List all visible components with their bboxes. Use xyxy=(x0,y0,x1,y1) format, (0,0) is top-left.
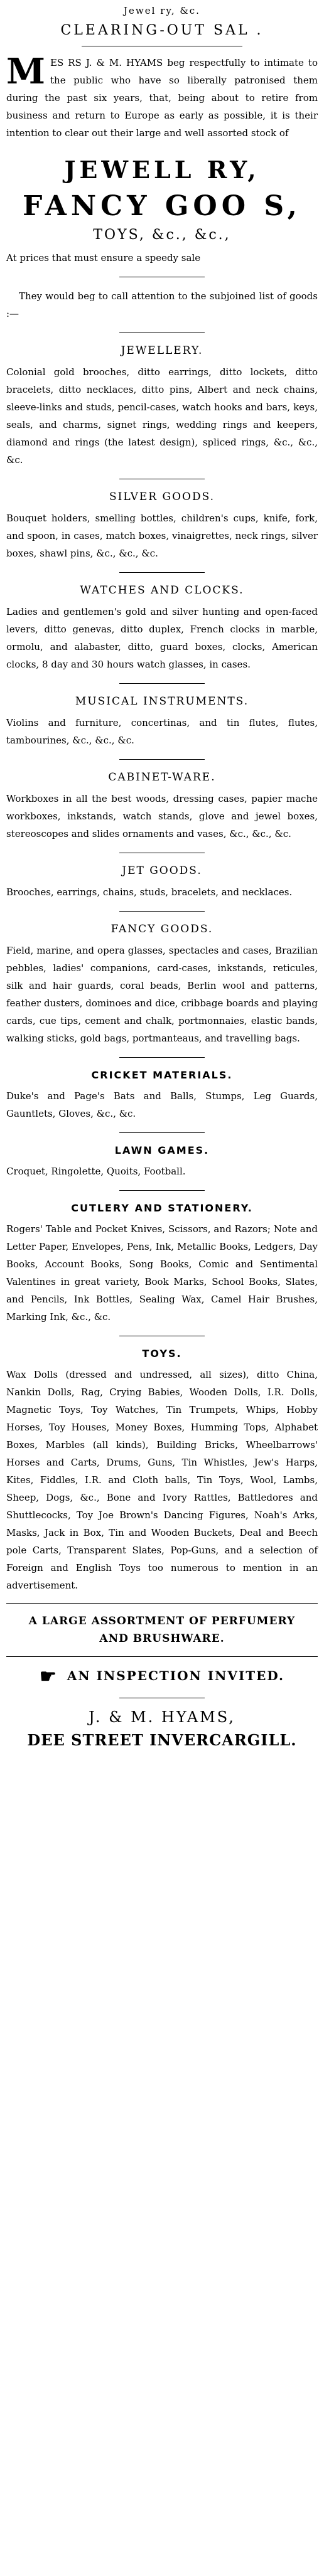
divider xyxy=(119,1132,205,1133)
section-text: Brooches, earrings, chains, studs, bracelets, and necklaces. xyxy=(6,886,293,898)
section-text: Field, marine, and opera glasses, spectacles and cases, Brazilian pebbles, ladies' companions, card-cases, inkstands, reticules, silk and hair guards, coral beads, Berlin wool and patterns, feather dusters, dominoes and dice, cribbage boards and playing cards, cue tips, cement and chalk, portmonnaies, elastic bands, walking sticks, gold bags, portmanteaus, and travelling bags. xyxy=(6,945,318,1044)
goods-section xyxy=(6,759,318,843)
attention-text: They would beg to call attention to the subjoined list of goods :— xyxy=(6,290,318,319)
section-text: Croquet, Ringolette, Quoits, Football. xyxy=(6,1166,186,1177)
divider xyxy=(119,759,205,760)
goods-section xyxy=(6,1057,318,1122)
section-title: SILVER GOODS. xyxy=(109,491,215,503)
section-text: Wax Dolls (dressed and undressed, all sizes), ditto China, Nankin Dolls, Rag, Crying Babies, Wooden Dolls, I.R. Dolls, Magnetic Toys, Toy Watches, Tin Trumpets, Whips, Hobby Horses, Toy Houses, Money Boxes, Humming Tops, Alphabet Boxes, Marbles (all kinds), Building Bricks, Wheelbarrows' Horses and Carts, Drums, Guns, Tin Whistles, Jew's Harps, Kites, Fiddles, I.R. and Cloth balls, Tin Toys, Wool, Lambs, Sheep, Dogs, &c., Bone and Ivory Rattles, Battledores and Shuttlecocks, Toy Joe Brown's Dancing Figures, Noah's Arks, Masks, Jack in Box, Tin and Wooden Buckets, Deal and Beech pole Carts, Transparent Slates, Pop-Guns, and a selection of Foreign and English Toys too numerous to mention in an advertisement. xyxy=(6,1369,318,1591)
section-title: CRICKET MATERIALS. xyxy=(91,1069,233,1081)
goods-list xyxy=(6,333,318,1594)
goods-section xyxy=(6,572,318,673)
sale-title: CLEARING-OUT SAL . xyxy=(60,23,264,38)
section-title: FANCY GOODS. xyxy=(111,923,213,935)
section-title: WATCHES AND CLOCKS. xyxy=(80,584,244,597)
intro-text: ES RS J. & M. HYAMS beg respectfully to intimate to the public who have so liberally patronised them during the past six years, that, being about to retire from business and return to Europe as early as possible, it is their intention to clear out their large and well assorted stock of xyxy=(6,57,318,139)
section-text: Workboxes in all the best woods, dressing cases, papier mache workboxes, inkstands, watch stands, glove and jewel boxes, stereoscopes and slides ornaments and vases, &c., &c., &c. xyxy=(6,793,318,839)
pointing-hand-icon: ☛ xyxy=(39,1666,58,1688)
prices-text: At prices that must ensure a speedy sale xyxy=(6,252,201,263)
section-title: MUSICAL INSTRUMENTS. xyxy=(75,695,249,708)
divider xyxy=(119,1057,205,1058)
divider xyxy=(6,1656,318,1657)
goods-section xyxy=(6,333,318,469)
section-title: JEWELLERY. xyxy=(121,344,203,357)
section-title: CUTLERY AND STATIONERY. xyxy=(71,1202,253,1214)
section-text: Colonial gold brooches, ditto earrings, ditto lockets, ditto bracelets, ditto necklaces, ditto pins, Albert and neck chains, sleeve-links and studs, pencil-cases, watch hooks and bars, keys, seals, and charms, signet rings, wedding rings and keepers, diamond and rings (the latest design), spliced rings, &c., &c., &c. xyxy=(6,366,318,466)
section-text: Violins and furniture, concertinas, and tin flutes, flutes, tambourines, &c., &c., &c. xyxy=(6,717,318,746)
divider xyxy=(6,1603,318,1604)
section-title: CABINET-WARE. xyxy=(108,771,216,784)
banner-toys: TOYS, &c., &c., xyxy=(93,227,231,243)
goods-section xyxy=(6,1190,318,1326)
section-text: Rogers' Table and Pocket Knives, Scissors, and Razors; Note and Letter Paper, Envelopes, Pens, Ink, Metallic Books, Ledgers, Day Books, Account Books, Song Books, Comic and Sentimental Valentines in great variety, Book Marks, School Books, Slates, and Pencils, Ink Bottles, Sealing Wax, Camel Hair Brushes, Marking Ink, &c., &c. xyxy=(6,1223,318,1323)
goods-section xyxy=(6,911,318,1047)
invite-text: AN INSPECTION INVITED. xyxy=(67,1668,285,1683)
divider xyxy=(119,572,205,573)
banner-jewellery: JEWELL RY, xyxy=(64,156,260,184)
address: DEE STREET INVERCARGILL. xyxy=(27,1731,297,1749)
inspection-invite xyxy=(6,1666,318,1688)
signature: J. & M. HYAMS, xyxy=(89,1708,235,1726)
drop-cap: M xyxy=(6,51,45,92)
perfumery-line: A LARGE ASSORTMENT OF PERFUMERY xyxy=(28,1615,296,1627)
section-title: TOYS. xyxy=(142,1348,182,1360)
goods-section xyxy=(6,683,318,749)
section-title: JET GOODS. xyxy=(122,865,202,877)
section-title: LAWN GAMES. xyxy=(114,1144,210,1156)
goods-section xyxy=(6,1132,318,1180)
divider xyxy=(119,911,205,912)
brushware-line: AND BRUSHWARE. xyxy=(99,1632,225,1645)
section-text: Duke's and Page's Bats and Balls, Stumps, Leg Guards, Gauntlets, Gloves, &c., &c. xyxy=(6,1090,318,1119)
section-header: Jewel ry, &c. xyxy=(124,5,200,16)
section-text: Bouquet holders, smelling bottles, children's cups, knife, fork, and spoon, in cases, match boxes, vinaigrettes, neck rings, silver boxes, shawl pins, &c., &c., &c. xyxy=(6,513,318,559)
goods-section xyxy=(6,479,318,562)
intro-paragraph xyxy=(6,51,318,142)
section-text: Ladies and gentlemen's gold and silver hunting and open-faced levers, ditto genevas, ditto duplex, French clocks in marble, ormolu, and alabaster, ditto, guard boxes, clocks, American clocks, 8 day and 30 hours watch glasses, in cases. xyxy=(6,606,318,670)
goods-section xyxy=(6,853,318,901)
banner-fancy-goods: FANCY GOO S, xyxy=(23,190,301,222)
divider xyxy=(119,683,205,684)
divider xyxy=(119,1190,205,1191)
goods-section xyxy=(6,1336,318,1594)
